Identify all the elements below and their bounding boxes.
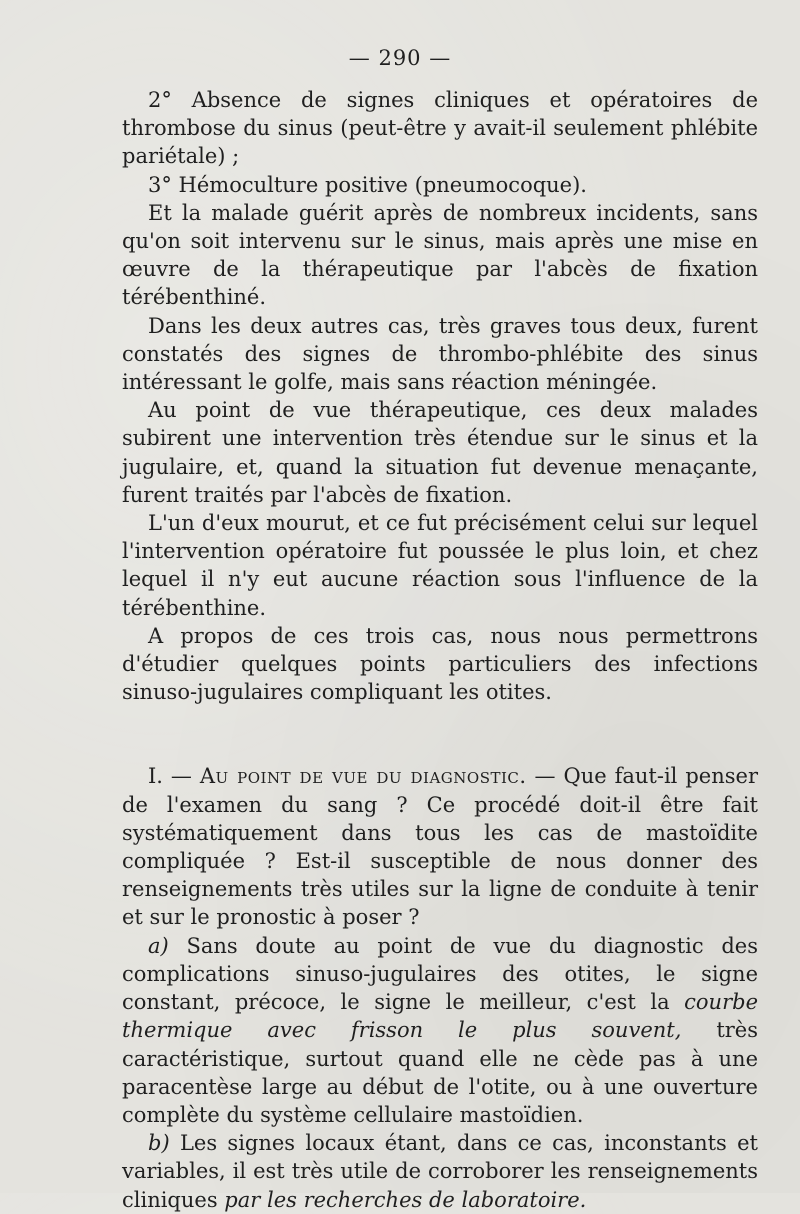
paragraph: A propos de ces trois cas, nous nous permettrons d'étudier quelques points particuliers des infections sinuso-jugulaires compliquant les otites. [122, 623, 758, 705]
paragraph: Au point de vue thérapeutique, ces deux malades subirent une intervention très étendue sur le sinus et la jugulaire, et, quand la situation fut devenue menaçante, furent traités par l'abcès de fixation. [122, 398, 758, 507]
point-a-text-end: très caractéristique, surtout quand elle ne cède pas à une paracentèse large au début de l'otite, ou à une ouverture complète du système cellulaire mastoïdien. [122, 1018, 758, 1127]
paragraph: 3° Hémoculture positive (pneumocoque). [148, 172, 587, 197]
paragraph: 2° Absence de signes cliniques et opératoires de thrombose du sinus (peut-être y avait-il seulement phlébite pariétale) ; [122, 88, 758, 169]
point-a-text: Sans doute au point de vue du diagnostic des complications sinuso-jugulaires des otites, le signe constant, précoce, le signe le meilleur, c'est la [122, 933, 758, 1015]
point-a-emphasis: courbe thermique avec frisson le plus souvent, [122, 990, 758, 1043]
point-b-text: Les signes locaux étant, dans ce cas, inconstants et variables, il est très utile de corroborer les renseignements cliniques [122, 1131, 758, 1212]
point-a-label: a) [148, 933, 169, 958]
point-b-paragraph [122, 1129, 758, 1214]
point-a-paragraph [122, 932, 758, 1129]
paragraph: Et la malade guérit après de nombreux incidents, sans qu'on soit intervenu sur le sinus, mais après une mise en œuvre de la thérapeutique par l'abcès de fixation térébenthiné. [122, 200, 758, 310]
body-text [122, 86, 758, 1214]
section-paragraph [122, 762, 758, 931]
paragraph: Dans les deux autres cas, très graves tous deux, furent constatés des signes de thrombo-phlébite des sinus intéressant le golfe, mais sans réaction méningée. [122, 313, 758, 395]
page-number: — 290 — [348, 46, 452, 70]
section-heading: Au point de vue du diagnostic. [199, 764, 527, 789]
point-b-label: b) [148, 1131, 170, 1156]
section-intro: — Que faut-il penser de l'examen du sang ? Ce procédé doit-il être fait systématiquement dans tous les cas de mastoïdite compliquée ? Est-il susceptible de nous donner des renseignements très utiles sur la ligne de conduite à tenir et sur le pronostic à poser ? [122, 764, 758, 930]
section-number: I. — [148, 764, 200, 789]
point-b-emphasis: par les recherches de laboratoire. [224, 1187, 587, 1212]
paragraph: L'un d'eux mourut, et ce fut précisément celui sur lequel l'intervention opératoire fut poussée le plus loin, et chez lequel il n'y eut aucune réaction sous l'influence de la térébenthine. [122, 511, 758, 620]
section-spacer [122, 706, 758, 762]
